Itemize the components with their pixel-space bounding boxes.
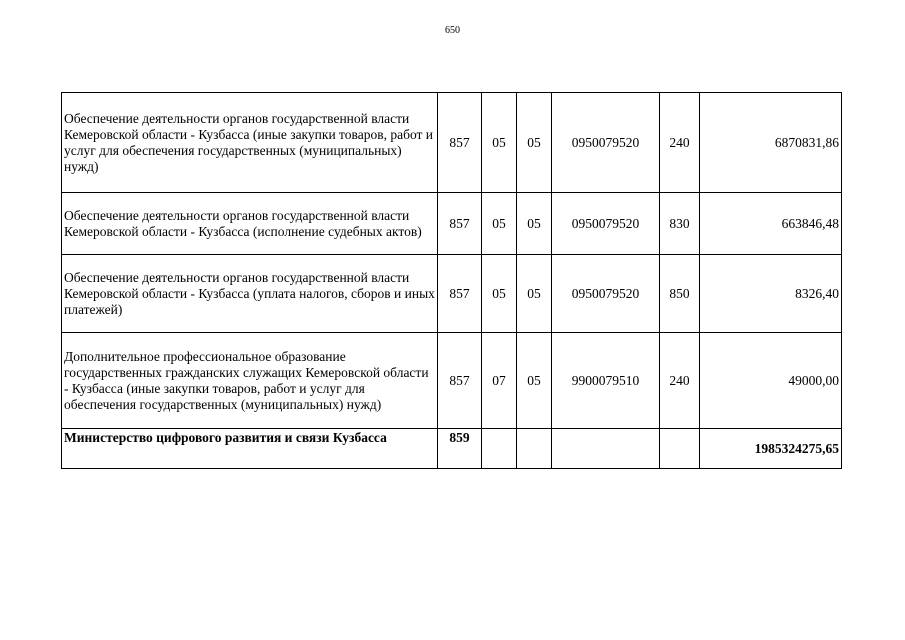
section-code: 05 <box>482 255 517 333</box>
target-code: 0950079520 <box>552 193 660 255</box>
row-name: Обеспечение деятельности органов государственной власти Кемеровской области - Кузбасса (иные закупки товаров, работ и услуг для обеспечения государственных (муниципальных) нужд) <box>62 93 438 193</box>
expense-type-code: 830 <box>660 193 700 255</box>
section-code <box>482 429 517 469</box>
section-code: 05 <box>482 193 517 255</box>
subsection-code <box>517 429 552 469</box>
amount: 663846,48 <box>700 193 842 255</box>
row-name: Дополнительное профессиональное образование государственных гражданских служащих Кемеровской области - Кузбасса (иные закупки товаров, работ и услуг для обеспечения государственных (муниципальных) нужд) <box>62 333 438 429</box>
page-number: 650 <box>445 25 460 36</box>
amount: 1985324275,65 <box>700 429 842 469</box>
amount: 8326,40 <box>700 255 842 333</box>
expense-type-code: 850 <box>660 255 700 333</box>
table-row <box>62 93 842 193</box>
budget-table <box>61 92 842 469</box>
expense-type-code <box>660 429 700 469</box>
row-name: Обеспечение деятельности органов государственной власти Кемеровской области - Кузбасса (уплата налогов, сборов и иных платежей) <box>62 255 438 333</box>
ministry-code: 857 <box>438 93 482 193</box>
expense-type-code: 240 <box>660 93 700 193</box>
amount: 6870831,86 <box>700 93 842 193</box>
amount: 49000,00 <box>700 333 842 429</box>
table-row <box>62 193 842 255</box>
target-code: 0950079520 <box>552 93 660 193</box>
subsection-code: 05 <box>517 193 552 255</box>
target-code: 0950079520 <box>552 255 660 333</box>
ministry-code: 857 <box>438 193 482 255</box>
expense-type-code: 240 <box>660 333 700 429</box>
ministry-code: 859 <box>438 429 482 469</box>
section-code: 07 <box>482 333 517 429</box>
total-row <box>62 429 842 469</box>
subsection-code: 05 <box>517 93 552 193</box>
target-code <box>552 429 660 469</box>
row-name: Министерство цифрового развития и связи Кузбасса <box>62 429 438 469</box>
target-code: 9900079510 <box>552 333 660 429</box>
ministry-code: 857 <box>438 333 482 429</box>
section-code: 05 <box>482 93 517 193</box>
table-row <box>62 333 842 429</box>
subsection-code: 05 <box>517 255 552 333</box>
ministry-code: 857 <box>438 255 482 333</box>
subsection-code: 05 <box>517 333 552 429</box>
row-name: Обеспечение деятельности органов государственной власти Кемеровской области - Кузбасса (исполнение судебных актов) <box>62 193 438 255</box>
table-row <box>62 255 842 333</box>
